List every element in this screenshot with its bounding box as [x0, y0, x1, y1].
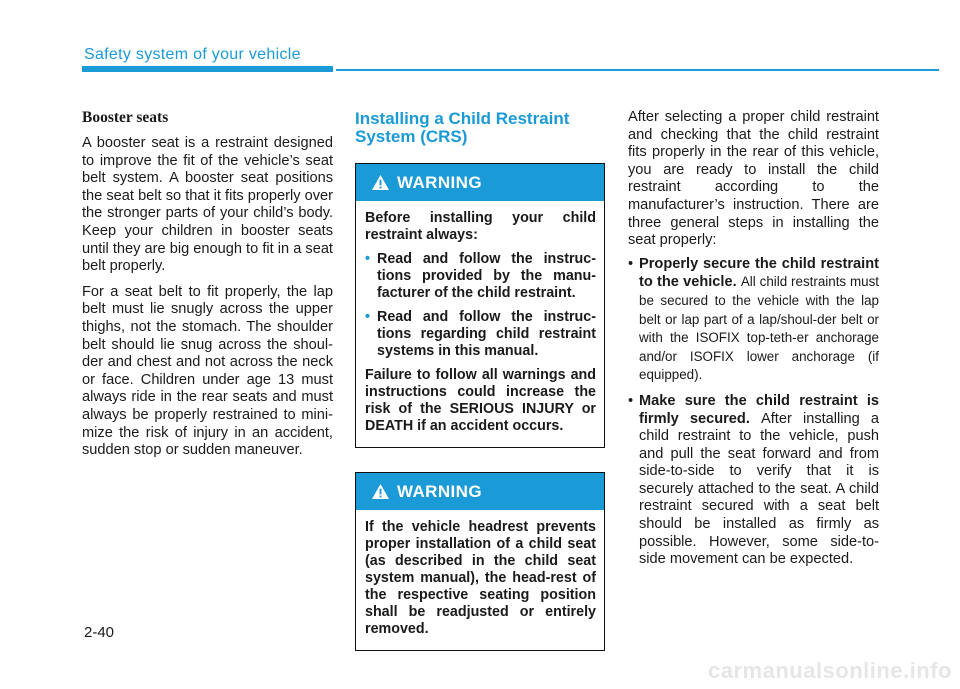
- step-detail: All child restraints must be secured to the vehicle with the lap belt or lap part of a lap/shoul-der belt or with the ISOFIX top-teth-er anchorage and/or ISOFIX lower anchorage (if equipped).: [639, 274, 880, 383]
- step-lead: Properly secure the child restraint to the vehicle.: [639, 255, 879, 291]
- warning-header: [356, 164, 604, 201]
- warning-intro: Before installing your child restraint always:: [365, 210, 596, 243]
- install-step-item: [628, 393, 879, 569]
- booster-paragraph-2: For a seat belt to fit properly, the lap belt must lie snugly across the upper thighs, not the stomach. The shoulder belt should lie snug across the shoul-der and chest and not across the neck or face. Children under age 13 must always ride in the rear seats and must always be properly restrained to mini-mize the risk of injury in an accident, sudden stop or sudden maneuver.: [82, 283, 333, 459]
- right-column: [628, 109, 879, 577]
- watermark-text: carmanualsonline.info: [708, 658, 952, 683]
- warning-title: WARNING: [397, 481, 482, 501]
- header-accent-bar: [82, 66, 333, 72]
- section-header-title: Safety system of your vehicle: [84, 46, 301, 63]
- left-column: [82, 109, 333, 468]
- bullet-dot-icon: •: [628, 392, 634, 409]
- install-steps-list: [628, 256, 879, 569]
- booster-seats-heading: Booster seats: [82, 109, 169, 126]
- warning-list: [365, 251, 596, 360]
- warning-body: [356, 510, 604, 650]
- step-detail: After installing a child restraint to the vehicle, push and pull the seat forward and from side-to-side to verify that it is securely attached to the seat. A child restraint secured with a seat belt should be installed as firmly as possible. However, some side-to-side movement can be expected.: [639, 410, 879, 568]
- install-intro: After selecting a proper child restraint and checking that the child restraint fits properly in the rear of this vehicle, you are ready to install the child restraint according to the manufacturer’s instruction. There are three general steps in installing the seat properly:: [628, 109, 879, 249]
- warning-title: WARNING: [397, 172, 482, 192]
- middle-column: [355, 110, 605, 651]
- warning-closing: Failure to follow all warnings and instructions could increase the risk of the SERIOUS INJURY or DEATH if an accident occurs.: [365, 367, 596, 434]
- warning-list-item: • Read and follow the instruc-tions regarding child restraint systems in this manual.: [365, 309, 596, 359]
- bullet-dot-icon: •: [365, 309, 371, 325]
- warning-box-1: [355, 163, 605, 448]
- warning-body: [356, 201, 604, 447]
- install-step-item: [628, 256, 879, 385]
- warning-text: If the vehicle headrest prevents proper installation of a child seat (as described in the child seat system manual), the head-rest of the respective seating position shall be readjusted or entirely removed.: [365, 519, 596, 637]
- warning-box-2: [355, 472, 605, 651]
- warning-triangle-icon: [371, 174, 390, 191]
- booster-paragraph-1: A booster seat is a restraint designed to improve the fit of the vehicle’s seat belt system. A booster seat positions the seat belt so that it fits properly over the stronger parts of your child’s body. Keep your children in booster seats until they are big enough to fit in a seat belt properly.: [82, 135, 333, 275]
- header-rule: [336, 69, 939, 71]
- warning-list-item: • Read and follow the instruc-tions provided by the manu-facturer of the child restraint.: [365, 251, 596, 301]
- crs-heading: Installing a Child Restraint System (CRS): [355, 109, 570, 146]
- warning-triangle-icon: [371, 483, 390, 500]
- warning-header: [356, 473, 604, 510]
- bullet-dot-icon: •: [365, 251, 371, 267]
- bullet-dot-icon: •: [628, 255, 634, 272]
- step-lead: Make sure the child restraint is firmly secured.: [639, 392, 879, 427]
- page-number: 2-40: [84, 624, 115, 641]
